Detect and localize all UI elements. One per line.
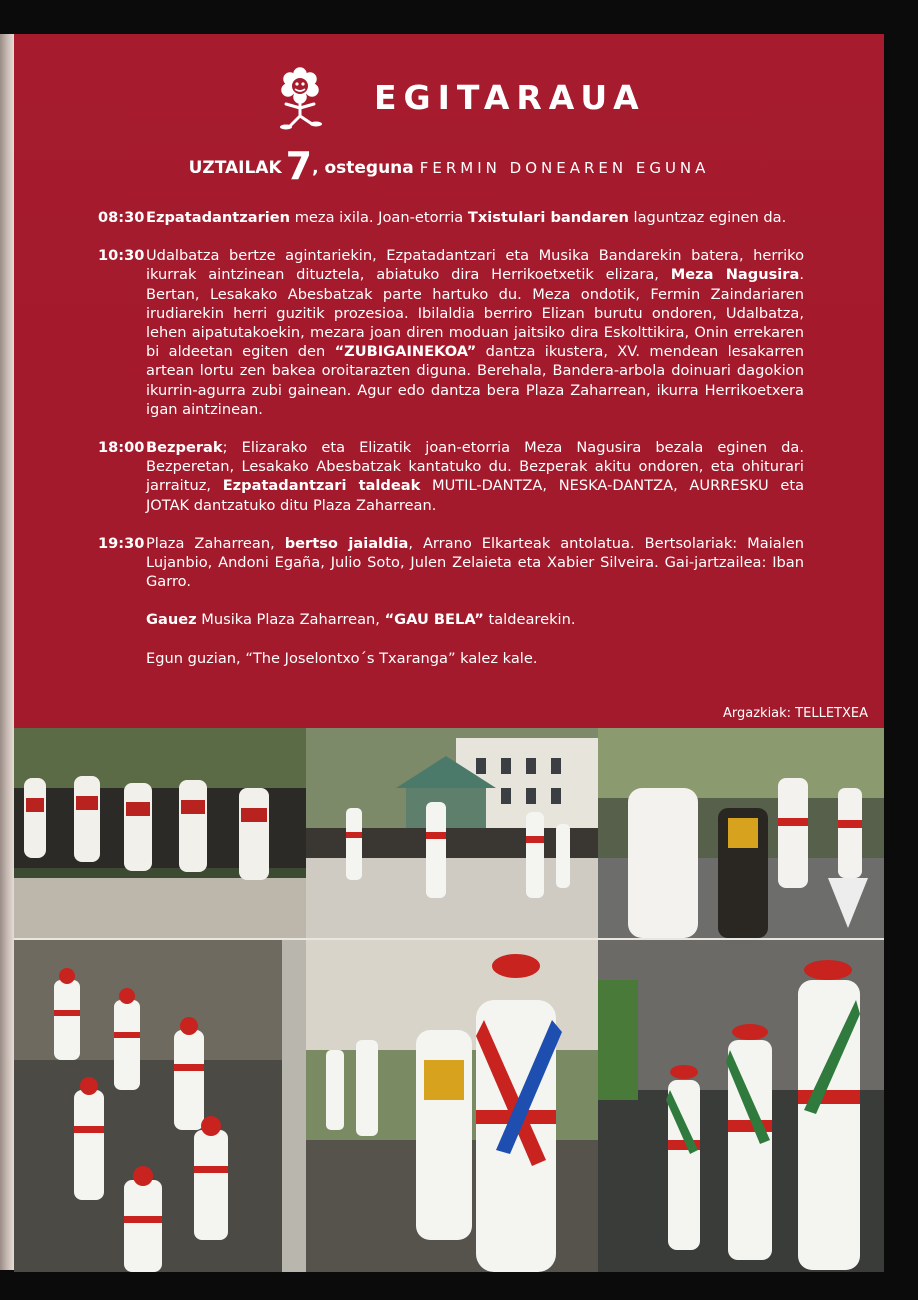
entry-time: 10:30 <box>98 247 145 265</box>
programme-entry <box>98 438 804 515</box>
photo-street-dance <box>306 940 598 1272</box>
page-edge <box>0 34 14 1270</box>
entry-text-part: meza ixila. Joan-etorria <box>290 209 468 226</box>
evening-note <box>98 610 804 629</box>
entry-time: 19:30 <box>98 534 145 552</box>
entry-text-part: dantza ikustera, XV. mendean lesakarren artean lortu zen bakea oroitarazten diguna. Berehala, Bandera-arbola doinuari dagokion ikurrin-agurra zubi gainean. Agur edo dantza bera Plaza Zaharrean, ikurra Herrikoetxera igan aintzinean. <box>146 343 804 418</box>
entry-text-part: . Bertan, Lesakako Abesbatzak parte hartuko du. Meza ondotik, Fermin Zaindariaren irudiarekin herri guzitik prozesioa. Ibilaldia berriro Elizan burutu ondoren, Udalbatza, lehen aipatutakoekin, mezara joan diren moduan jaitsiko dira Eskolttikira, Onin errekaren bi aldeetan egiten den <box>146 266 804 361</box>
entry-text <box>146 534 804 592</box>
entry-text-bold: bertso jaialdia <box>284 534 409 552</box>
entry-text-bold: Bezperak <box>146 439 223 457</box>
photo-plaza-dance <box>306 728 598 938</box>
entry-text-bold: Ezpatadantzari taldeak <box>222 477 421 495</box>
entry-text <box>146 438 804 515</box>
entry-text-part: , Arrano Elkarteak antolatua. Bertsolariak: Maialen Lujanbio, Andoni Egaña, Julio Soto, Julen Zelaieta eta Xabier Silveira. Gai-jartzailea: Iban Garro. <box>146 534 804 591</box>
date-weekday: , osteguna <box>312 158 414 178</box>
programme-list <box>98 208 804 687</box>
entry-text-part: ; Elizarako eta Elizatik joan-etorria Meza Nagusira bezala eginen da. Bezperetan, Lesakako Abesbatzak kantatuko du. Bezperak akitu ondoren, eta ohiturari jarraituz, <box>146 439 804 495</box>
entry-text-bold: Txistulari bandaren <box>467 209 629 226</box>
date-subtitle <box>14 144 884 188</box>
all-day-note <box>98 649 804 668</box>
entry-text-part: Plaza Zaharrean, <box>146 534 285 552</box>
note-text-bold: “GAU BELA” <box>384 611 484 629</box>
entry-text-bold: Ezpatadantzarien <box>146 209 291 226</box>
cartoon-flower-mascot-icon <box>268 64 332 134</box>
note-text-bold: Gauez <box>146 611 197 629</box>
photo-credit: Argazkiak: TELLETXEA <box>722 706 868 721</box>
page-title: EGITARAUA <box>374 78 646 117</box>
photo-sword-dancers <box>14 940 306 1272</box>
date-month: UZTAILAK <box>188 158 282 178</box>
entry-text-part: MUTIL-DANTZA, NESKA-DANTZA, AURRESKU eta JOTAK dantzatuko ditu Plaza Zaharrean. <box>146 477 805 514</box>
entry-text <box>146 246 804 419</box>
programme-panel <box>14 34 884 728</box>
photo-women-dancers <box>14 728 306 938</box>
feast-name: FERMIN DONEAREN EGUNA <box>419 159 710 177</box>
photo-collage <box>14 728 884 1272</box>
programme-entry <box>98 246 804 419</box>
entry-text-bold: Meza Nagusira <box>670 266 800 284</box>
note-text-part: taldearekin. <box>483 611 576 629</box>
photo-green-sash-dancers <box>598 940 884 1272</box>
photo-procession <box>598 728 884 938</box>
programme-entry <box>98 534 804 592</box>
entry-time: 18:00 <box>98 439 145 457</box>
programme-entry <box>98 208 804 227</box>
date-day: 7 <box>285 144 313 188</box>
entry-text-bold: “ZUBIGAINEKOA” <box>334 343 477 361</box>
entry-text <box>146 208 804 227</box>
entry-time: 08:30 <box>98 209 145 226</box>
entry-text-part: Udalbatza bertze agintariekin, Ezpatadantzari eta Musika Bandarekin batera, herriko ikurrak aintzinean dituztela, abiatuko dira Herrikoetxetik elizara, <box>146 247 804 284</box>
note-text-part: Egun guzian, “The Joselontxo´s Txaranga” kalez kale. <box>146 649 538 667</box>
note-text-part: Musika Plaza Zaharrean, <box>196 611 385 629</box>
entry-text-part: laguntzaz eginen da. <box>628 209 787 226</box>
